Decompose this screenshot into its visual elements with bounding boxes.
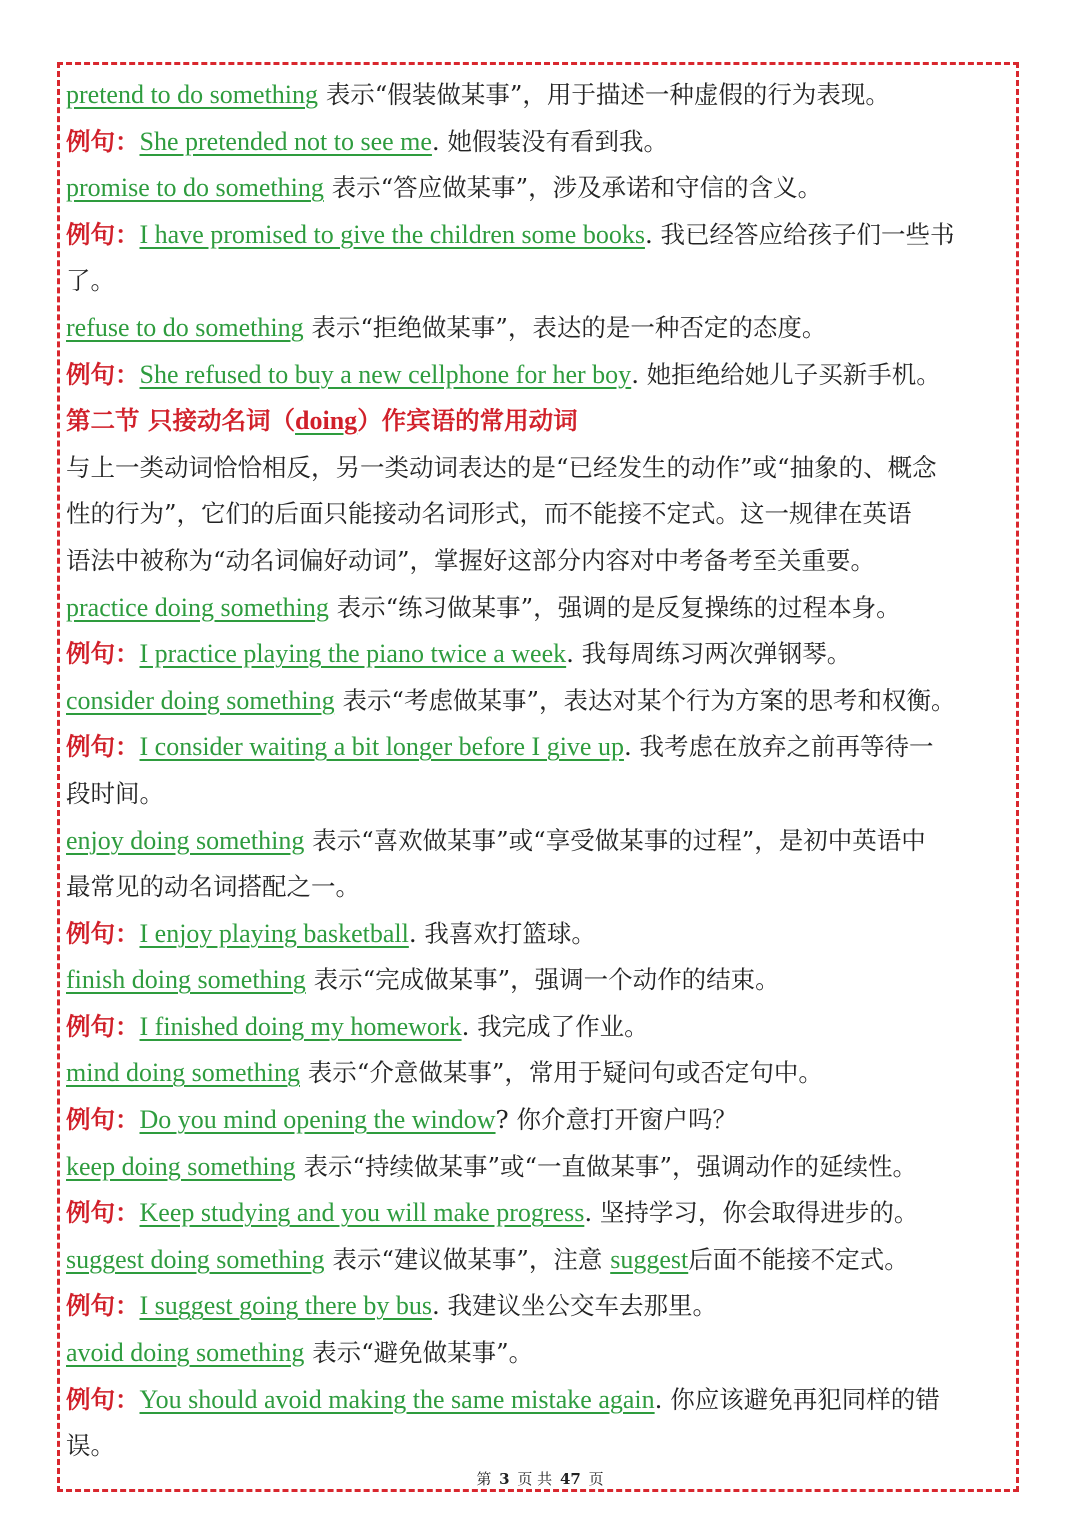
phrase-line [66, 678, 1018, 725]
example-translation: . 我建议坐公交车去那里。 [431, 1291, 718, 1321]
example-label: 例句： [66, 1198, 140, 1228]
section-prefix: 第二节 只接动名词（ [66, 406, 296, 436]
example-label: 例句： [66, 359, 140, 389]
example-translation: . 我已经答应给孩子们一些书 [644, 219, 955, 249]
english-phrase: suggest doing something [66, 1244, 325, 1274]
example-label: 例句： [66, 732, 140, 762]
example-sentence: You should avoid making the same mistake again [139, 1384, 655, 1414]
body-text-line [66, 1423, 1018, 1470]
example-sentence: I finished doing my homework [139, 1011, 462, 1041]
chinese-explanation: 表示“假装做某事”，用于描述一种虚假的行为表现。 [325, 80, 890, 109]
chinese-explanation: 表示“建议做某事”，注意 [332, 1244, 603, 1274]
footer-total-pages: 47 [559, 1470, 581, 1488]
chinese-explanation: 表示“拒绝做某事”，表达的是一种否定的态度。 [311, 312, 827, 342]
example-line [66, 631, 1018, 678]
phrase-line [66, 1144, 1018, 1191]
phrase-line [66, 585, 1018, 632]
example-line [66, 911, 1018, 958]
example-sentence: She pretended not to see me [139, 126, 432, 156]
example-line [66, 724, 1018, 771]
footer-page-number: 3 [499, 1470, 510, 1488]
example-translation: ? 你介意打开窗户吗？ [495, 1105, 737, 1135]
phrase-line [66, 72, 1018, 119]
paragraph-text: 误。 [66, 1431, 115, 1461]
example-label: 例句： [66, 918, 140, 948]
example-line [66, 352, 1018, 399]
body-text-line [66, 771, 1018, 818]
example-translation: . 她拒绝给她儿子买新手机。 [631, 359, 941, 389]
chinese-explanation: 表示“喜欢做某事”或“享受做某事的过程”，是初中英语中 [312, 825, 926, 855]
english-phrase: pretend to do something [66, 80, 319, 109]
page-content [66, 72, 1018, 1470]
example-translation: . 你应该避免再犯同样的错 [654, 1384, 940, 1414]
phrase-line [66, 305, 1018, 352]
example-label: 例句： [66, 1105, 140, 1135]
phrase-line [66, 818, 1018, 865]
example-label: 例句： [66, 1384, 140, 1414]
paragraph-text: 最常见的动名词搭配之一。 [66, 872, 360, 902]
example-label: 例句： [66, 639, 140, 669]
english-phrase: consider doing something [66, 685, 335, 715]
example-line [66, 1283, 1018, 1330]
chinese-explanation-end: 后面不能接不定式。 [688, 1244, 909, 1274]
phrase-line [66, 1050, 1018, 1097]
example-line [66, 212, 1018, 259]
english-keyword: suggest [610, 1244, 689, 1274]
english-phrase: refuse to do something [66, 312, 304, 342]
paragraph-text: 性的行为”，它们的后面只能接动名词形式，而不能接不定式。这一规律在英语 [66, 499, 912, 529]
english-phrase: enjoy doing something [66, 825, 305, 855]
example-sentence: Do you mind opening the window [139, 1105, 496, 1135]
body-text-line [66, 491, 1018, 538]
chinese-explanation: 表示“完成做某事”，强调一个动作的结束。 [313, 965, 780, 995]
body-text-line [66, 445, 1018, 492]
chinese-explanation: 表示“避免做某事”。 [312, 1338, 534, 1368]
phrase-line [66, 1330, 1018, 1377]
footer-middle: 页 共 [517, 1470, 553, 1488]
example-translation: . 我每周练习两次弹钢琴。 [566, 639, 852, 669]
example-line [66, 1377, 1018, 1424]
example-translation: . 她假装没有看到我。 [431, 126, 668, 156]
phrase-line [66, 165, 1018, 212]
section-suffix: ）作宾语的常用动词 [357, 406, 578, 436]
example-translation: . 我考虑在放弃之前再等待一 [623, 732, 934, 762]
chinese-explanation: 表示“考虑做某事”，表达对某个行为方案的思考和权衡。 [342, 685, 956, 715]
paragraph-text: 语法中被称为“动名词偏好动词”，掌握好这部分内容对中考备考至关重要。 [66, 545, 876, 575]
example-translation: . 我完成了作业。 [461, 1011, 649, 1041]
section-heading [66, 398, 1018, 445]
example-sentence: I enjoy playing basketball [139, 918, 409, 948]
example-label: 例句： [66, 1291, 140, 1321]
english-phrase: promise to do something [66, 173, 324, 203]
english-phrase: practice doing something [66, 592, 329, 622]
phrase-line [66, 1237, 1018, 1284]
example-label: 例句： [66, 219, 140, 249]
example-line [66, 1190, 1018, 1237]
english-phrase: finish doing something [66, 965, 306, 995]
paragraph-text: 了。 [66, 266, 115, 296]
body-text-line [66, 538, 1018, 585]
example-sentence: I suggest going there by bus [139, 1291, 432, 1321]
example-translation: . 坚持学习，你会取得进步的。 [584, 1198, 919, 1228]
example-label: 例句： [66, 126, 140, 156]
example-line [66, 1004, 1018, 1051]
body-text-line [66, 864, 1018, 911]
chinese-explanation: 表示“持续做某事”或“一直做某事”，强调动作的延续性。 [303, 1151, 918, 1181]
body-text-line [66, 258, 1018, 305]
page-footer [0, 1468, 1080, 1489]
chinese-explanation: 表示“答应做某事”，涉及承诺和守信的含义。 [331, 173, 823, 203]
english-phrase: keep doing something [66, 1151, 296, 1181]
example-label: 例句： [66, 1011, 140, 1041]
paragraph-text: 段时间。 [66, 778, 164, 808]
example-translation: . 我喜欢打篮球。 [408, 918, 596, 948]
phrase-line [66, 957, 1018, 1004]
example-sentence: Keep studying and you will make progress [139, 1198, 585, 1228]
example-sentence: I practice playing the piano twice a week [139, 639, 567, 669]
example-sentence: I consider waiting a bit longer before I give up [139, 732, 624, 762]
english-phrase: mind doing something [66, 1058, 300, 1088]
example-line [66, 1097, 1018, 1144]
footer-prefix: 第 [476, 1470, 492, 1488]
example-sentence: She refused to buy a new cellphone for her boy [139, 359, 632, 389]
chinese-explanation: 表示“介意做某事”，常用于疑问句或否定句中。 [307, 1058, 823, 1088]
example-sentence: I have promised to give the children some books [139, 219, 645, 249]
section-keyword: doing [295, 406, 358, 436]
footer-suffix: 页 [588, 1470, 604, 1488]
example-line [66, 119, 1018, 166]
chinese-explanation: 表示“练习做某事”，强调的是反复操练的过程本身。 [336, 592, 901, 622]
paragraph-text: 与上一类动词恰恰相反，另一类动词表达的是“已经发生的动作”或“抽象的、概念 [66, 452, 937, 482]
english-phrase: avoid doing something [66, 1338, 305, 1368]
